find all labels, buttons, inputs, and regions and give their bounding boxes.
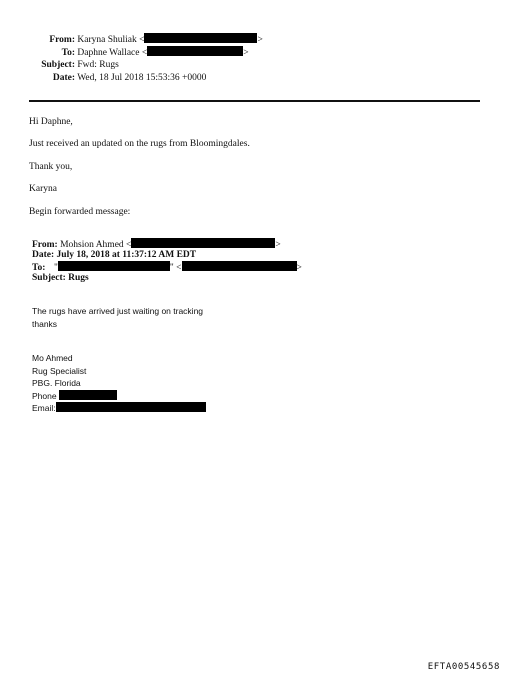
fwd-to-close: > [296, 263, 302, 273]
forward-intro: Begin forwarded message: [29, 207, 131, 217]
document-id-stamp: EFTA00545658 [427, 662, 500, 672]
fwd-subject-row [32, 273, 89, 285]
header-from-close: > [257, 35, 263, 45]
signature-email-row [32, 402, 206, 414]
header-from-name: Karyna Shuliak < [77, 35, 145, 45]
header-to-label: To: [61, 48, 75, 58]
signature-location: PBG. Florida [32, 378, 81, 388]
header-date-row [48, 72, 206, 84]
header-subject-value: Fwd: Rugs [77, 60, 119, 70]
fwd-from-close: > [275, 240, 281, 250]
redaction-bar [59, 390, 117, 400]
header-divider [29, 100, 480, 102]
signature-email-label: Email: [32, 403, 56, 413]
redaction-bar [144, 33, 257, 43]
header-date-value: Wed, 18 Jul 2018 15:53:36 +0000 [77, 73, 207, 83]
body-line-1: Just received an updated on the rugs from Bloomingdales. [29, 139, 250, 149]
fwd-to-open: " [54, 263, 58, 273]
fwd-message-line-1: The rugs have arrived just waiting on tracking [32, 306, 204, 316]
header-to-name: Daphne Wallace < [77, 48, 148, 58]
fwd-date-row [32, 250, 196, 262]
redaction-bar [147, 46, 243, 56]
header-date-label: Date: [52, 73, 75, 83]
fwd-subject-label: Subject: [32, 272, 66, 283]
fwd-subject-value: Rugs [68, 272, 89, 283]
fwd-to-label: To: [32, 263, 46, 273]
thanks-line: Thank you, [29, 162, 73, 172]
fwd-to-mid: " < [169, 263, 182, 273]
header-from-label: From: [49, 35, 75, 45]
signature-phone-label: Phone [32, 390, 57, 401]
fwd-from-label: From: [32, 240, 58, 250]
greeting: Hi Daphne, [29, 117, 73, 127]
header-to-close: > [243, 48, 249, 58]
redaction-bar [58, 261, 170, 271]
header-to-row [48, 46, 249, 59]
fwd-date-label: Date: [32, 249, 55, 260]
fwd-from-name: Mohsion Ahmed < [60, 240, 132, 250]
redaction-bar [182, 261, 297, 271]
signature-phone-row [32, 390, 117, 402]
fwd-message-line-2: thanks [32, 319, 58, 329]
redaction-bar [56, 402, 206, 412]
header-subject-row [40, 59, 119, 71]
fwd-date-value: July 18, 2018 at 11:37:12 AM EDT [56, 249, 197, 260]
sender-name: Karyna [29, 184, 57, 194]
header-from-row [48, 33, 263, 46]
header-subject-label: Subject: [41, 60, 75, 70]
signature-title: Rug Specialist [32, 365, 87, 376]
redaction-bar [131, 238, 275, 248]
signature-name: Mo Ahmed [32, 353, 73, 363]
